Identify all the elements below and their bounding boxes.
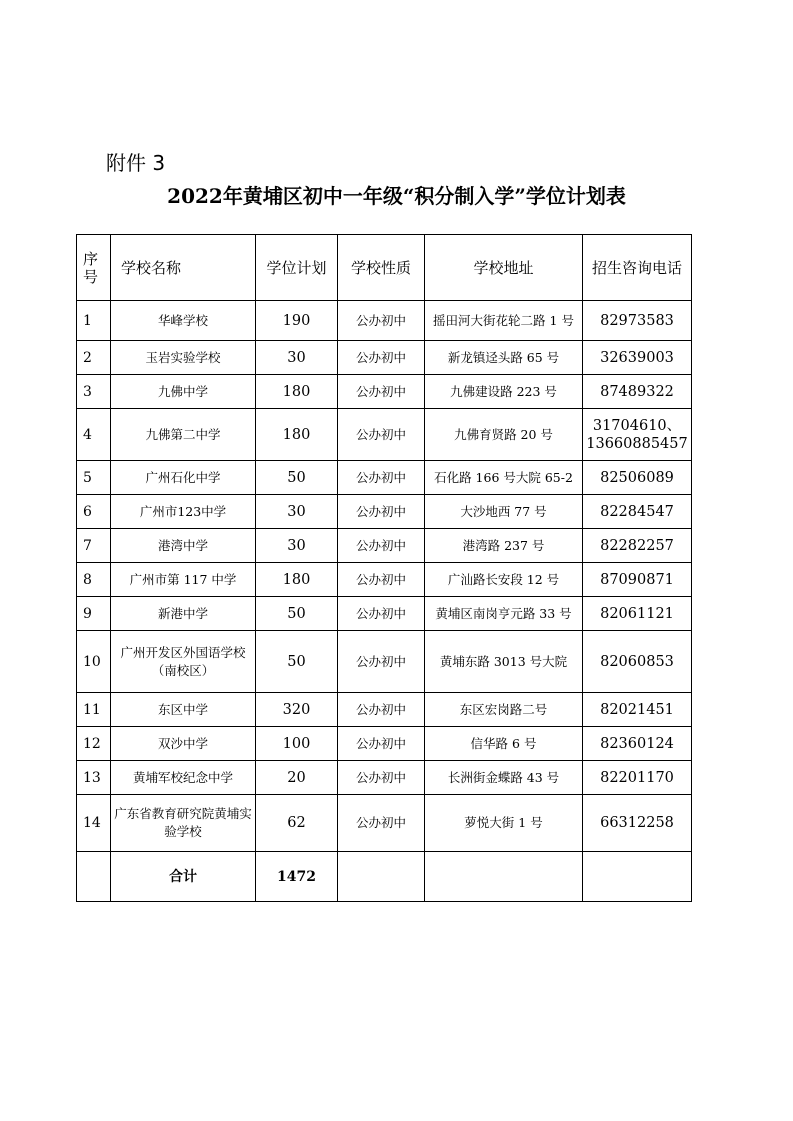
cell-address: 黄埔区南岗亨元路 33 号 [425, 597, 583, 631]
cell-index: 4 [77, 409, 111, 461]
cell-school-name: 广州市123中学 [111, 495, 256, 529]
cell-phone: 82506089 [583, 461, 692, 495]
table-row [77, 761, 692, 795]
cell-phone: 87090871 [583, 563, 692, 597]
cell-phone: 82360124 [583, 727, 692, 761]
school-plan-table [76, 234, 692, 902]
cell-phone: 87489322 [583, 375, 692, 409]
cell-phone: 82282257 [583, 529, 692, 563]
cell-nature: 公办初中 [338, 693, 425, 727]
cell-index: 5 [77, 461, 111, 495]
cell-index: 7 [77, 529, 111, 563]
cell-index: 11 [77, 693, 111, 727]
cell-phone: 82973583 [583, 301, 692, 341]
cell-school-name: 双沙中学 [111, 727, 256, 761]
cell-school-name: 港湾中学 [111, 529, 256, 563]
header-school-name: 学校名称 [111, 235, 256, 301]
cell-nature: 公办初中 [338, 409, 425, 461]
header-nature: 学校性质 [338, 235, 425, 301]
table-row [77, 529, 692, 563]
cell-plan: 30 [256, 529, 338, 563]
cell-school-name: 东区中学 [111, 693, 256, 727]
header-phone: 招生咨询电话 [583, 235, 692, 301]
cell-plan: 190 [256, 301, 338, 341]
cell-nature: 公办初中 [338, 495, 425, 529]
cell-address: 石化路 166 号大院 65-2 [425, 461, 583, 495]
cell-address: 大沙地西 77 号 [425, 495, 583, 529]
total-index-cell [77, 852, 111, 902]
table-row [77, 727, 692, 761]
cell-phone: 82284547 [583, 495, 692, 529]
cell-nature: 公办初中 [338, 597, 425, 631]
cell-index: 3 [77, 375, 111, 409]
table-row [77, 301, 692, 341]
cell-address: 新龙镇迳头路 65 号 [425, 341, 583, 375]
header-index: 序号 [77, 235, 111, 301]
cell-phone: 82021451 [583, 693, 692, 727]
cell-phone: 32639003 [583, 341, 692, 375]
cell-phone: 66312258 [583, 795, 692, 852]
cell-nature: 公办初中 [338, 563, 425, 597]
cell-address: 港湾路 237 号 [425, 529, 583, 563]
cell-index: 9 [77, 597, 111, 631]
cell-index: 1 [77, 301, 111, 341]
cell-nature: 公办初中 [338, 461, 425, 495]
cell-phone: 31704610、13660885457 [583, 409, 692, 461]
cell-address: 东区宏岗路二号 [425, 693, 583, 727]
cell-index: 13 [77, 761, 111, 795]
cell-nature: 公办初中 [338, 529, 425, 563]
cell-address: 萝悦大街 1 号 [425, 795, 583, 852]
cell-address: 九佛育贤路 20 号 [425, 409, 583, 461]
cell-school-name: 广东省教育研究院黄埔实验学校 [111, 795, 256, 852]
cell-plan: 50 [256, 597, 338, 631]
cell-school-name: 新港中学 [111, 597, 256, 631]
table-row [77, 461, 692, 495]
cell-school-name: 九佛第二中学 [111, 409, 256, 461]
cell-nature: 公办初中 [338, 375, 425, 409]
cell-school-name: 九佛中学 [111, 375, 256, 409]
cell-plan: 20 [256, 761, 338, 795]
cell-nature: 公办初中 [338, 301, 425, 341]
cell-plan: 100 [256, 727, 338, 761]
table-row [77, 375, 692, 409]
cell-phone: 82201170 [583, 761, 692, 795]
total-value: 1472 [256, 852, 338, 902]
table-row [77, 409, 692, 461]
cell-nature: 公办初中 [338, 341, 425, 375]
cell-address: 摇田河大街花轮二路 1 号 [425, 301, 583, 341]
header-address: 学校地址 [425, 235, 583, 301]
cell-plan: 320 [256, 693, 338, 727]
cell-address: 九佛建设路 223 号 [425, 375, 583, 409]
cell-school-name: 华峰学校 [111, 301, 256, 341]
cell-plan: 180 [256, 563, 338, 597]
cell-nature: 公办初中 [338, 761, 425, 795]
cell-plan: 180 [256, 375, 338, 409]
annex-label: 附件 3 [106, 151, 166, 175]
cell-nature: 公办初中 [338, 727, 425, 761]
cell-address: 广汕路长安段 12 号 [425, 563, 583, 597]
cell-index: 10 [77, 631, 111, 693]
total-row [77, 852, 692, 902]
table-row [77, 693, 692, 727]
total-label: 合计 [111, 852, 256, 902]
cell-phone: 82060853 [583, 631, 692, 693]
total-nature-cell [338, 852, 425, 902]
table-row [77, 341, 692, 375]
header-plan: 学位计划 [256, 235, 338, 301]
cell-plan: 30 [256, 341, 338, 375]
cell-nature: 公办初中 [338, 795, 425, 852]
cell-address: 黄埔东路 3013 号大院 [425, 631, 583, 693]
cell-phone: 82061121 [583, 597, 692, 631]
cell-school-name: 广州市第 117 中学 [111, 563, 256, 597]
cell-index: 6 [77, 495, 111, 529]
total-phone-cell [583, 852, 692, 902]
cell-plan: 30 [256, 495, 338, 529]
table-row [77, 631, 692, 693]
cell-nature: 公办初中 [338, 631, 425, 693]
cell-plan: 62 [256, 795, 338, 852]
table-row [77, 597, 692, 631]
table-row [77, 563, 692, 597]
cell-plan: 50 [256, 631, 338, 693]
cell-plan: 50 [256, 461, 338, 495]
cell-school-name: 黄埔军校纪念中学 [111, 761, 256, 795]
cell-school-name: 玉岩实验学校 [111, 341, 256, 375]
cell-school-name: 广州开发区外国语学校（南校区） [111, 631, 256, 693]
cell-index: 12 [77, 727, 111, 761]
document-title: 2022年黄埔区初中一年级“积分制入学”学位计划表 [167, 184, 626, 208]
cell-address: 信华路 6 号 [425, 727, 583, 761]
total-address-cell [425, 852, 583, 902]
cell-school-name: 广州石化中学 [111, 461, 256, 495]
cell-address: 长洲街金蝶路 43 号 [425, 761, 583, 795]
table-row [77, 495, 692, 529]
table-row [77, 795, 692, 852]
cell-plan: 180 [256, 409, 338, 461]
cell-index: 2 [77, 341, 111, 375]
cell-index: 14 [77, 795, 111, 852]
cell-index: 8 [77, 563, 111, 597]
table-header-row [77, 235, 692, 301]
